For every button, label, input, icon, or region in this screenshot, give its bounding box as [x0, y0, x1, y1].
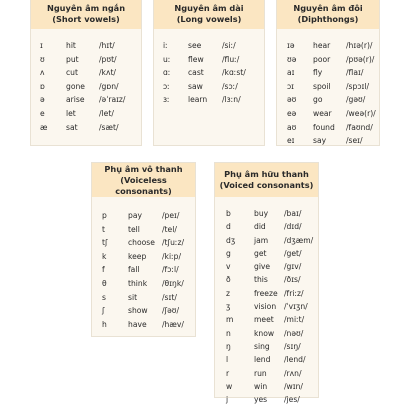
phoneme-row: [92, 236, 195, 250]
short-vowels-header: [31, 0, 141, 29]
phonetic-transcription: /ðɪs/: [284, 275, 301, 285]
phoneme-row: [215, 234, 318, 247]
phoneme-row: [31, 39, 141, 53]
long-vowels-header: [154, 0, 264, 29]
phoneme-row: [277, 53, 379, 67]
phoneme-row: [154, 93, 264, 107]
phoneme-row: [92, 318, 195, 332]
phoneme-row: [277, 121, 379, 135]
short-vowels-card: [30, 0, 142, 146]
example-word: know: [254, 328, 275, 338]
example-word: go: [313, 95, 323, 105]
phoneme-symbol: ɜː: [163, 95, 170, 105]
phoneme-row: [215, 220, 318, 233]
example-word: keep: [128, 251, 147, 261]
voiced-consonants-card: [214, 162, 319, 405]
example-word: buy: [254, 209, 269, 218]
phoneme-symbol: ð: [226, 275, 231, 285]
example-word: get: [254, 248, 267, 258]
phoneme-row: [277, 134, 379, 148]
example-word: saw: [188, 81, 203, 91]
phoneme-row: [215, 207, 318, 220]
example-word: tell: [128, 224, 140, 234]
example-word: give: [254, 262, 271, 272]
phonetic-transcription: /kʌt/: [99, 68, 116, 78]
phonetic-transcription: /let/: [99, 108, 114, 118]
phonetic-transcription: /lend/: [284, 355, 306, 365]
phoneme-row: [92, 277, 195, 291]
phoneme-symbol: tʃ: [102, 238, 108, 248]
phoneme-symbol: ʒ: [226, 302, 231, 312]
phoneme-symbol: f: [102, 265, 105, 275]
phonetic-transcription: /siː/: [222, 41, 236, 50]
phoneme-symbol: d: [226, 222, 231, 232]
phoneme-row: [277, 107, 379, 121]
phonetic-transcription: /baɪ/: [284, 209, 302, 218]
diphthongs-header: [277, 0, 379, 29]
phoneme-row: [31, 66, 141, 80]
phoneme-symbol: j: [226, 395, 229, 405]
phoneme-symbol: v: [226, 262, 231, 272]
phonetic-transcription: /weə(r)/: [346, 108, 376, 118]
example-word: run: [254, 368, 267, 378]
phoneme-symbol: dʒ: [226, 235, 236, 245]
example-word: have: [128, 319, 147, 329]
phoneme-row: [31, 80, 141, 94]
phoneme-symbol: h: [102, 319, 107, 329]
voiceless-title-vi: Phụ âm vô thanh: [104, 163, 183, 174]
example-word: lend: [254, 355, 271, 365]
phonetic-transcription: /sɪt/: [162, 292, 177, 302]
phoneme-symbol: ŋ: [226, 341, 231, 351]
phoneme-row: [277, 93, 379, 107]
phoneme-symbol: aɪ: [287, 68, 295, 78]
phoneme-symbol: s: [102, 292, 106, 302]
voiced-consonants-header: [215, 163, 318, 197]
phoneme-row: [215, 273, 318, 286]
phoneme-symbol: z: [226, 288, 230, 298]
example-word: win: [254, 381, 268, 391]
phoneme-row: [215, 327, 318, 340]
phonetic-transcription: /faʊnd/: [346, 122, 373, 132]
phoneme-row: [277, 66, 379, 80]
phoneme-row: [92, 250, 195, 264]
phoneme-symbol: e: [40, 108, 45, 118]
short-vowels-list: [31, 39, 141, 134]
short-vowels-title-vi: Nguyên âm ngắn: [46, 3, 126, 13]
short-vowels-title-en: (Short vowels): [52, 14, 120, 24]
phonetic-transcription: /hɪt/: [99, 41, 115, 50]
example-word: sit: [128, 292, 138, 302]
phoneme-row: [277, 80, 379, 94]
phoneme-symbol: əʊ: [287, 95, 297, 105]
long-vowels-title-vi: Nguyên âm dài: [174, 3, 244, 13]
example-word: see: [188, 41, 202, 50]
phonetic-transcription: /wɪn/: [284, 381, 303, 391]
voiceless-consonants-header: [92, 163, 195, 197]
voiceless-title-en: (Voiceless consonants): [115, 174, 172, 196]
phoneme-symbol: eɪ: [287, 136, 295, 146]
phonetic-transcription: /flaɪ/: [346, 68, 364, 78]
phoneme-symbol: ə: [40, 95, 45, 105]
phonetic-transcription: /əˈraɪz/: [99, 95, 126, 105]
phoneme-row: [215, 313, 318, 326]
phoneme-row: [31, 53, 141, 67]
phoneme-row: [154, 80, 264, 94]
phoneme-symbol: ɒ: [40, 81, 45, 91]
example-word: hit: [66, 41, 76, 50]
example-word: pay: [128, 211, 142, 220]
diphthongs-card: [276, 0, 380, 146]
phoneme-row: [92, 304, 195, 318]
phoneme-symbol: ʊ: [40, 54, 45, 64]
phonetic-transcription: /tel/: [162, 224, 177, 234]
example-word: put: [66, 54, 79, 64]
phoneme-symbol: eə: [287, 108, 297, 118]
example-word: sat: [66, 122, 78, 132]
phoneme-row: [31, 93, 141, 107]
phoneme-row: [215, 353, 318, 366]
phoneme-row: [215, 340, 318, 353]
phonetic-transcription: /miːt/: [284, 315, 305, 325]
phoneme-symbol: p: [102, 211, 107, 220]
phoneme-symbol: g: [226, 248, 231, 258]
voiced-title-vi: Phụ âm hữu thanh: [224, 169, 309, 179]
phoneme-row: [31, 107, 141, 121]
voiceless-consonants-list: [92, 209, 195, 331]
phonetic-transcription: /ʃəʊ/: [162, 306, 180, 316]
phoneme-row: [277, 39, 379, 53]
phoneme-symbol: uː: [163, 54, 171, 64]
example-word: found: [313, 122, 335, 132]
example-word: this: [254, 275, 268, 285]
phoneme-symbol: ɔɪ: [287, 81, 294, 91]
phoneme-symbol: m: [226, 315, 234, 325]
phonetic-transcription: /pʊt/: [99, 54, 117, 64]
diphthongs-title-vi: Nguyên âm đôi: [293, 3, 363, 13]
phoneme-symbol: ʌ: [40, 68, 45, 78]
example-word: did: [254, 222, 266, 232]
example-word: wear: [313, 108, 332, 118]
phonetic-transcription: /kɑːst/: [222, 68, 246, 78]
long-vowels-card: [153, 0, 265, 146]
phoneme-row: [215, 367, 318, 380]
example-word: yes: [254, 395, 268, 405]
example-word: hear: [313, 41, 331, 50]
phoneme-row: [92, 209, 195, 223]
example-word: think: [128, 278, 148, 288]
phoneme-row: [92, 223, 195, 237]
phoneme-symbol: æ: [40, 122, 48, 132]
phoneme-row: [154, 53, 264, 67]
phonetic-transcription: /gɪv/: [284, 262, 302, 272]
phoneme-symbol: iː: [163, 41, 168, 50]
phonetic-transcription: /sɪŋ/: [284, 341, 301, 351]
voiced-title-en: (Voiced consonants): [219, 180, 314, 190]
phonetic-transcription: /peɪ/: [162, 211, 180, 220]
phoneme-row: [31, 121, 141, 135]
phoneme-symbol: l: [226, 355, 229, 365]
phonetic-transcription: /fɔːl/: [162, 265, 179, 275]
phoneme-symbol: w: [226, 381, 233, 391]
diphthongs-list: [277, 39, 379, 148]
phoneme-row: [215, 260, 318, 273]
phonetic-transcription: /sɔː/: [222, 81, 238, 91]
phonetic-transcription: /spɔɪl/: [346, 81, 369, 91]
example-word: sing: [254, 341, 270, 351]
phoneme-symbol: r: [226, 368, 230, 378]
example-word: jam: [254, 235, 269, 245]
voiceless-consonants-card: [91, 162, 196, 337]
phoneme-symbol: ɪ: [40, 41, 43, 50]
phonetic-transcription: /gɒn/: [99, 81, 119, 91]
phoneme-symbol: aʊ: [287, 122, 297, 132]
phonetic-transcription: /θɪŋk/: [162, 278, 184, 288]
phoneme-symbol: ʃ: [102, 306, 105, 316]
example-word: arise: [66, 95, 85, 105]
example-word: spoil: [313, 81, 331, 91]
example-word: freeze: [254, 288, 278, 298]
example-word: flew: [188, 54, 204, 64]
example-word: fly: [313, 68, 323, 78]
phoneme-symbol: ɔː: [163, 81, 170, 91]
example-word: fall: [128, 265, 140, 275]
phonetic-transcription: /dɪd/: [284, 222, 302, 232]
phonetic-transcription: /rʌn/: [284, 368, 302, 378]
example-word: learn: [188, 95, 208, 105]
phonetic-transcription: /hæv/: [162, 319, 184, 329]
phonetic-transcription: /seɪ/: [346, 136, 363, 146]
phonetic-transcription: /get/: [284, 248, 302, 258]
example-word: say: [313, 136, 327, 146]
phonetic-transcription: /nəʊ/: [284, 328, 304, 338]
phonetic-transcription: /hɪə(r)/: [346, 41, 373, 50]
example-word: choose: [128, 238, 155, 248]
phoneme-symbol: t: [102, 224, 105, 234]
phonetic-transcription: /dʒæm/: [284, 235, 314, 245]
phonetic-transcription: /ˈvɪʒn/: [284, 302, 308, 312]
phoneme-symbol: ɪə: [287, 41, 295, 50]
phonetic-transcription: /pʊə(r)/: [346, 54, 375, 64]
phoneme-row: [154, 39, 264, 53]
phoneme-row: [92, 291, 195, 305]
phoneme-symbol: k: [102, 251, 107, 261]
phoneme-row: [215, 247, 318, 260]
voiced-consonants-list: [215, 207, 318, 406]
phoneme-symbol: θ: [102, 278, 107, 288]
example-word: gone: [66, 81, 85, 91]
phonetic-transcription: /jes/: [284, 395, 300, 405]
example-word: cut: [66, 68, 78, 78]
long-vowels-list: [154, 39, 264, 107]
phonetic-transcription: /kiːp/: [162, 251, 182, 261]
phoneme-symbol: b: [226, 209, 231, 218]
phonetic-transcription: /friːz/: [284, 288, 304, 298]
diphthongs-title-en: (Diphthongs): [297, 14, 359, 24]
phonetic-transcription: /gəʊ/: [346, 95, 366, 105]
phonetic-transcription: /tʃuːz/: [162, 238, 185, 248]
long-vowels-title-en: (Long vowels): [176, 14, 242, 24]
phonetic-transcription: /lɜːn/: [222, 95, 241, 105]
phoneme-row: [92, 263, 195, 277]
phoneme-symbol: ʊə: [287, 54, 297, 64]
phoneme-row: [215, 300, 318, 313]
example-word: show: [128, 306, 148, 316]
phoneme-symbol: ɑː: [163, 68, 171, 78]
example-word: meet: [254, 315, 274, 325]
example-word: let: [66, 108, 76, 118]
phonetic-transcription: /sæt/: [99, 122, 119, 132]
phonetic-transcription: /fluː/: [222, 54, 240, 64]
phoneme-row: [154, 66, 264, 80]
phoneme-row: [215, 380, 318, 393]
phoneme-row: [215, 287, 318, 300]
phoneme-symbol: n: [226, 328, 231, 338]
example-word: vision: [254, 302, 277, 312]
example-word: poor: [313, 54, 331, 64]
example-word: cast: [188, 68, 204, 78]
